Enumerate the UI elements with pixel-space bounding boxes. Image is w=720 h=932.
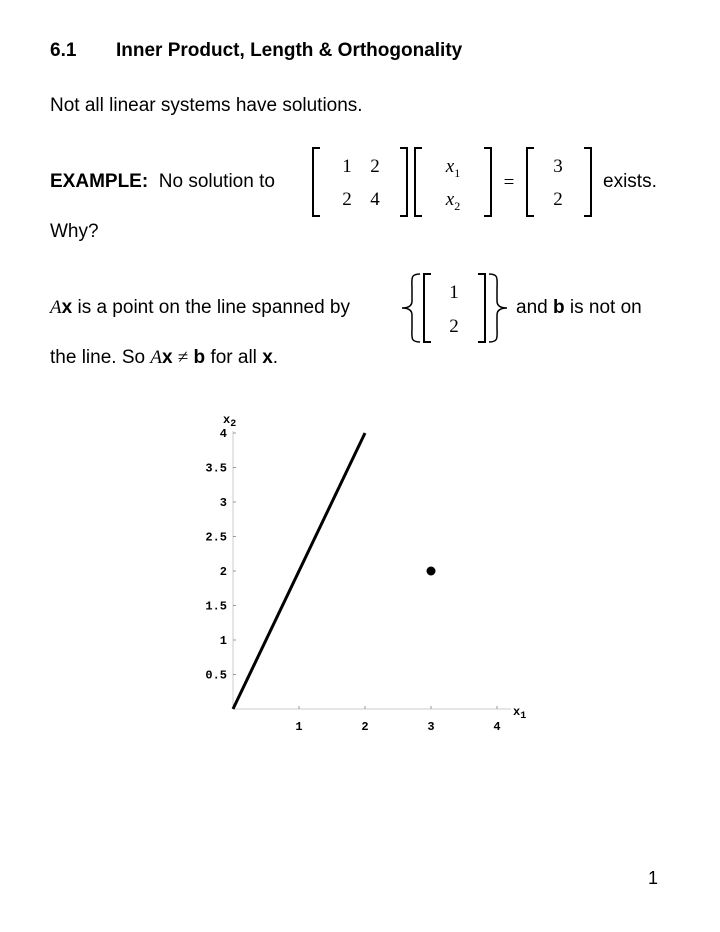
section-number: 6.1 <box>50 40 77 61</box>
x-tick-label: 3 <box>427 720 435 734</box>
y-tick-label: 2 <box>219 565 227 579</box>
explanation-line-2: the line. So Ax ≠ b for all x. <box>50 347 279 368</box>
y-tick-label: 4 <box>219 427 227 441</box>
example-label: EXAMPLE: <box>50 171 149 192</box>
matrix-a-21: 2 <box>342 189 352 210</box>
rhs-2: 2 <box>553 189 563 210</box>
matrix-a-22: 4 <box>370 189 380 210</box>
span-vector-1: 1 <box>449 282 459 303</box>
y-tick-label: 2.5 <box>205 530 227 545</box>
y-tick-label: 1 <box>219 634 227 648</box>
section-title: Inner Product, Length & Orthogonality <box>116 40 463 61</box>
span-line-series <box>233 433 365 709</box>
page-number: 1 <box>648 868 659 888</box>
point-b <box>427 567 436 576</box>
matrix-a-11: 1 <box>342 156 352 177</box>
vector-x1: $x_1$ <box>445 156 461 180</box>
x-axis-label: $x_1$ <box>513 705 527 722</box>
y-axis-label: $x_2$ <box>223 413 237 430</box>
rhs-1: 3 <box>553 156 563 177</box>
explanation-line-1: Ax is a point on the line spanned by <box>50 297 350 318</box>
y-tick-label: 3.5 <box>205 461 227 476</box>
y-tick-label: 3 <box>219 496 227 510</box>
x-tick-label: 4 <box>493 720 501 734</box>
y-tick-label: 0.5 <box>205 668 227 683</box>
x-tick-label: 1 <box>295 720 303 734</box>
intro-text: Not all linear systems have solutions. <box>50 95 363 116</box>
vector-x2: $x_2$ <box>445 189 461 213</box>
explanation-line-1-end: and b is not on <box>516 297 642 318</box>
example-suffix: exists. <box>603 171 657 192</box>
x-tick-label: 2 <box>361 720 369 734</box>
example-prefix: No solution to <box>158 171 275 192</box>
y-tick-label: 1.5 <box>205 599 227 614</box>
span-vector-2: 2 <box>449 316 459 337</box>
equals-sign: = <box>503 172 515 193</box>
why-text: Why? <box>50 221 99 242</box>
matrix-a-12: 2 <box>370 156 380 177</box>
